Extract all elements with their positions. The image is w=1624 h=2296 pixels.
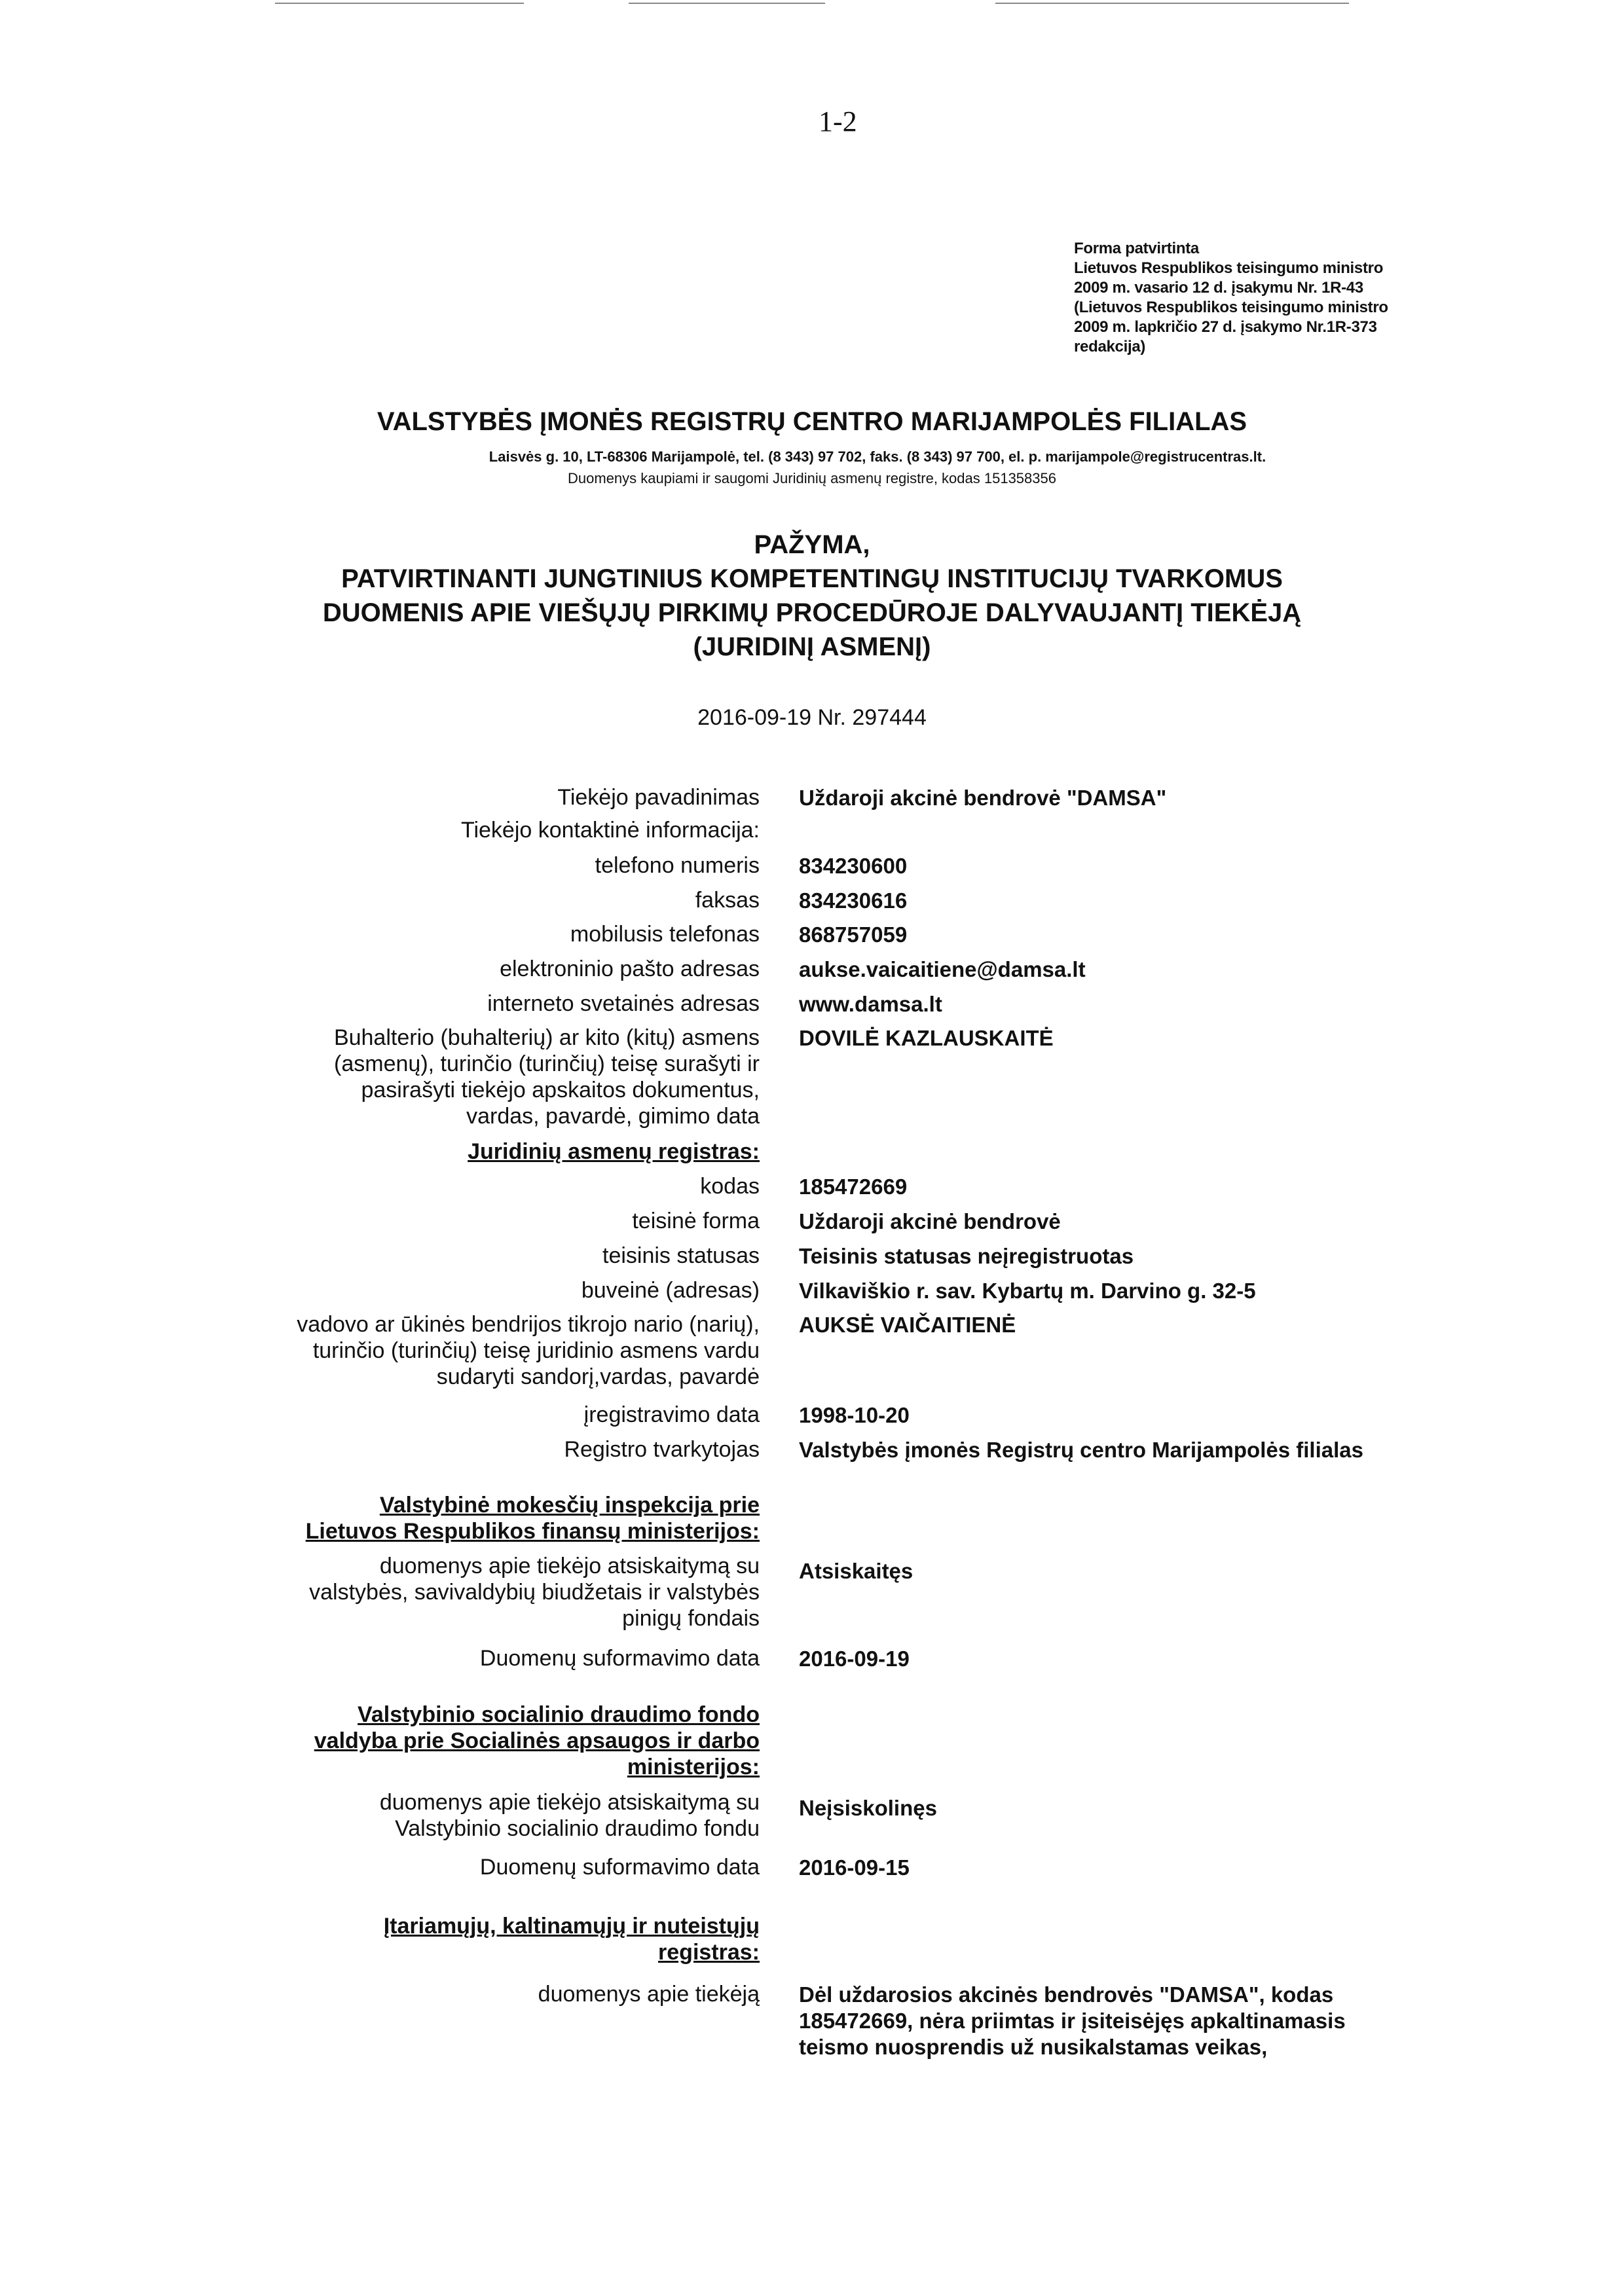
value-manager: AUKSĖ VAIČAITIENĖ [799, 1313, 1016, 1337]
organization-name: VALSTYBĖS ĮMONĖS REGISTRŲ CENTRO MARIJAMPOLĖS FILIALAS [377, 407, 1247, 436]
value-fax: 834230616 [799, 888, 908, 913]
label-tax-data: valstybės, savivaldybių biudžetais ir valstybės [309, 1580, 760, 1605]
label-phone: telefono numeris [595, 853, 760, 878]
heading-social-insurance: Valstybinio socialinio draudimo fondo [358, 1702, 760, 1727]
label-manager: sudaryti sandorį,vardas, pavardė [436, 1364, 760, 1389]
approval-line: 2009 m. lapkričio 27 d. įsakymo Nr.1R-373 [1074, 318, 1377, 336]
scan-edge-mark [629, 3, 825, 4]
page-number: 1-2 [819, 105, 857, 137]
scan-edge-mark [995, 3, 1349, 4]
value-supplier-name: Uždaroji akcinė bendrovė "DAMSA" [799, 786, 1167, 810]
heading-tax-inspectorate: Lietuvos Respublikos finansų ministerijos: [305, 1519, 760, 1544]
approval-line: Lietuvos Respublikos teisingumo ministro [1074, 259, 1384, 277]
approval-line: redakcija) [1074, 338, 1146, 355]
label-address: buveinė (adresas) [581, 1278, 760, 1303]
value-registration-date: 1998-10-20 [799, 1403, 910, 1427]
heading-social-insurance: ministerijos: [627, 1755, 760, 1779]
value-address: Vilkaviškio r. sav. Kybartų m. Darvino g. 32-5 [799, 1279, 1256, 1303]
label-accountant: pasirašyti tiekėjo apskaitos dokumentus, [361, 1078, 760, 1102]
label-fax: faksas [695, 888, 760, 913]
label-tax-date: Duomenų suformavimo data [479, 1646, 760, 1671]
scan-edge-mark [275, 3, 524, 4]
label-court-data: duomenys apie tiekėją [538, 1982, 760, 2007]
value-court-data: teismo nuosprendis už nusikalstamas veikas, [799, 2035, 1268, 2059]
value-legal-form: Uždaroji akcinė bendrovė [799, 1209, 1061, 1233]
label-registrar: Registro tvarkytojas [564, 1437, 760, 1462]
value-email: aukse.vaicaitiene@damsa.lt [799, 957, 1086, 981]
document-date-number: 2016-09-19 Nr. 297444 [697, 705, 927, 730]
label-manager: vadovo ar ūkinės bendrijos tikrojo nario (narių), [297, 1312, 760, 1337]
value-social-date: 2016-09-15 [799, 1855, 910, 1880]
label-social-date: Duomenų suformavimo data [479, 1855, 760, 1880]
value-court-data: Dėl uždarosios akcinės bendrovės "DAMSA", kodas [799, 1982, 1334, 2007]
approval-line: Forma patvirtinta [1074, 240, 1199, 257]
value-phone: 834230600 [799, 854, 908, 878]
value-mobile: 868757059 [799, 922, 908, 947]
label-tax-data: duomenys apie tiekėjo atsiskaitymą su [379, 1554, 760, 1578]
approval-line: 2009 m. vasario 12 d. įsakymu Nr. 1R-43 [1074, 279, 1363, 297]
value-court-data: 185472669, nėra priimtas ir įsiteisėjęs apkaltinamasis [799, 2009, 1346, 2033]
organization-contacts: Laisvės g. 10, LT-68306 Marijampolė, tel. (8 343) 97 702, faks. (8 343) 97 700, el. p. marijampole@registrucentras.lt. [489, 448, 1266, 465]
approval-line: (Lietuvos Respublikos teisingumo ministro [1074, 299, 1388, 316]
value-accountant: DOVILĖ KAZLAUSKAITĖ [799, 1026, 1054, 1050]
document-title: PATVIRTINANTI JUNGTINIUS KOMPETENTINGŲ INSTITUCIJŲ TVARKOMUS [341, 564, 1283, 593]
label-social-data: duomenys apie tiekėjo atsiskaitymą su [379, 1790, 760, 1815]
value-social-data: Neįsiskolinęs [799, 1796, 937, 1820]
label-supplier-name: Tiekėjo pavadinimas [557, 785, 760, 810]
label-legal-status: teisinis statusas [602, 1243, 760, 1268]
label-contact-info: Tiekėjo kontaktinė informacija: [460, 818, 760, 843]
heading-social-insurance: valdyba prie Socialinės apsaugos ir darbo [314, 1728, 760, 1753]
label-mobile: mobilusis telefonas [570, 922, 760, 947]
value-website: www.damsa.lt [799, 992, 942, 1016]
approval-note [1074, 239, 1388, 357]
label-social-data: Valstybinio socialinio draudimo fondu [395, 1816, 760, 1841]
heading-legal-entities-register: Juridinių asmenų registras: [468, 1139, 760, 1164]
document-title: PAŽYMA, [754, 530, 870, 559]
label-email: elektroninio pašto adresas [500, 957, 760, 981]
label-accountant: vardas, pavardė, gimimo data [466, 1104, 760, 1129]
label-accountant: (asmenų), turinčio (turinčių) teisę surašyti ir [334, 1051, 760, 1076]
label-code: kodas [700, 1174, 760, 1199]
heading-suspects-register: Įtariamųjų, kaltinamųjų ir nuteistųjų [383, 1914, 760, 1939]
heading-suspects-register: registras: [658, 1940, 760, 1965]
heading-tax-inspectorate: Valstybinė mokesčių inspekcija prie [379, 1493, 760, 1518]
value-tax-data: Atsiskaitęs [799, 1559, 913, 1583]
value-tax-date: 2016-09-19 [799, 1647, 910, 1671]
label-tax-data: pinigų fondais [622, 1606, 760, 1631]
label-manager: turinčio (turinčių) teisę juridinio asmens vardu [312, 1338, 760, 1363]
label-website: interneto svetainės adresas [487, 991, 760, 1016]
value-code: 185472669 [799, 1175, 908, 1199]
label-registration-date: įregistravimo data [583, 1402, 760, 1427]
document-title: DUOMENIS APIE VIEŠŲJŲ PIRKIMŲ PROCEDŪROJE DALYVAUJANTĮ TIEKĖJĄ [322, 598, 1302, 627]
value-legal-status: Teisinis statusas neįregistruotas [799, 1244, 1134, 1268]
document-title: (JURIDINĮ ASMENĮ) [693, 632, 931, 661]
label-accountant: Buhalterio (buhalterių) ar kito (kitų) asmens [333, 1025, 760, 1050]
register-note: Duomenys kaupiami ir saugomi Juridinių asmenų registre, kodas 151358356 [568, 470, 1056, 486]
label-legal-form: teisinė forma [632, 1209, 760, 1233]
value-registrar: Valstybės įmonės Registrų centro Marijampolės filialas [799, 1438, 1363, 1462]
